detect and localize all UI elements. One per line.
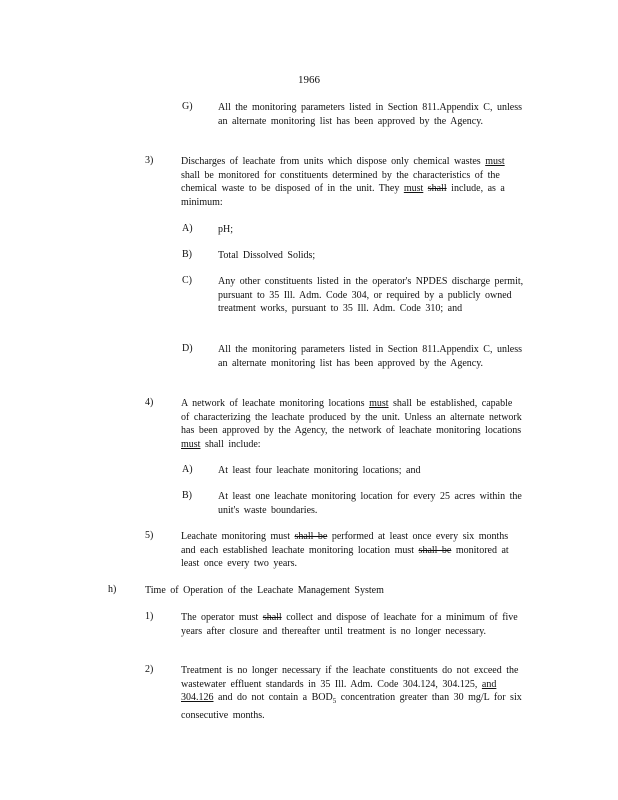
section-h-title: Time of Operation of the Leachate Management System bbox=[145, 585, 384, 596]
item-4b-label: B) bbox=[182, 490, 192, 501]
inserted-text: must bbox=[181, 438, 201, 450]
item-3a-label: A) bbox=[182, 223, 193, 234]
item-h2-text: Treatment is no longer necessary if the leachate constituents do not exceed the wastewater effluent standards in 35 Ill. Adm. Code 304.124, 304.125, and 304.126 and do not contain a $BOD_5$ concentration greater than 30 mg/L for six consecutive months. bbox=[181, 665, 522, 721]
item-h2-label: 2) bbox=[145, 664, 154, 675]
item-3d-text: All the monitoring parameters listed in Section 811.Appendix C, unless an alternate monitoring list has been approved by the Agency. bbox=[218, 344, 522, 369]
item-3-label: 3) bbox=[145, 155, 154, 166]
item-4a-label: A) bbox=[182, 464, 193, 475]
deleted-text: shall bbox=[262, 612, 282, 623]
inserted-text: must bbox=[485, 156, 505, 167]
item-4-label: 4) bbox=[145, 397, 154, 408]
item-3-text: Discharges of leachate from units which dispose only chemical wastes must shall be monitored for constituents determined by the characteristics of the chemical waste to be disposed of in the unit. They must shall include, as a minimum: bbox=[181, 156, 505, 208]
item-5-label: 5) bbox=[145, 530, 154, 541]
item-4-text: A network of leachate monitoring locations must shall be established, capable of characterizing the leachate produced by the unit. Unless an alternate network has been approved by the Agency, the network of leachate monitoring locations must shall include: bbox=[181, 398, 522, 450]
item-g-label: G) bbox=[182, 101, 193, 112]
inserted-text: and 304.126 bbox=[181, 678, 497, 704]
inserted-text: must bbox=[369, 398, 389, 409]
deleted-text: shall be bbox=[418, 544, 452, 556]
item-4a-text: At least four leachate monitoring locations; and bbox=[218, 465, 421, 476]
section-h-label: h) bbox=[108, 584, 117, 595]
inserted-text: must bbox=[403, 183, 424, 195]
page-number: 1966 bbox=[298, 74, 320, 86]
deleted-text: shall be bbox=[294, 531, 328, 542]
item-g-text: All the monitoring parameters listed in Section 811.Appendix C, unless an alternate monitoring list has been approved by the Agency. bbox=[218, 102, 522, 127]
item-3b-text: Total Dissolved Solids; bbox=[218, 250, 316, 261]
item-h1-text: The operator must shall collect and dispose of leachate for a minimum of five years after closure and thereafter until treatment is no longer necessary. bbox=[181, 612, 518, 637]
item-h1-label: 1) bbox=[145, 611, 154, 622]
item-3b-label: B) bbox=[182, 249, 192, 260]
item-4b-text: At least one leachate monitoring location for every 25 acres within the unit's waste boundaries. bbox=[218, 491, 522, 516]
item-3c-label: C) bbox=[182, 275, 192, 286]
item-5-text: Leachate monitoring must shall be performed at least once every six months and each established leachate monitoring location must shall be monitored at least once every two years. bbox=[181, 531, 509, 570]
item-3c-text: Any other constituents listed in the operator's NPDES discharge permit, pursuant to 35 Ill. Adm. Code 304, or required by a publicly owned treatment works, pursuant to 35 Ill. Adm. Code 310; and bbox=[218, 276, 524, 315]
item-3a-text: pH; bbox=[218, 224, 233, 235]
item-3d-label: D) bbox=[182, 343, 193, 354]
deleted-text: shall bbox=[427, 183, 447, 195]
